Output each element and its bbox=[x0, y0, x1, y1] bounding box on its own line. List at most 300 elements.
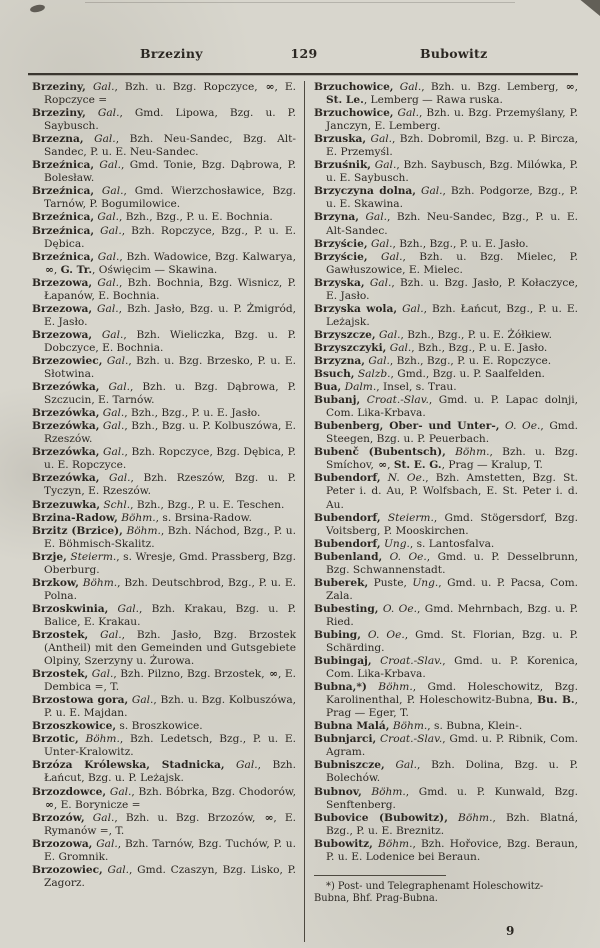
province-abbrev: Gal. bbox=[99, 472, 131, 485]
entry-text: , Bzh. Jasło, Bzg. u. P. Żmigród, E. Jasło. bbox=[44, 302, 296, 328]
scan-streak-artifact bbox=[85, 2, 515, 3]
province-abbrev: Böhm. bbox=[389, 720, 428, 733]
province-abbrev: Böhm. bbox=[447, 811, 493, 824]
entry-headword: Bubnov, bbox=[314, 785, 362, 798]
province-abbrev: Gal. bbox=[99, 381, 130, 394]
entry-text: , Bzh. u. Bzg. Dąbrowa, P. Szczucin, E. Tarnów. bbox=[44, 381, 296, 407]
entry-headword: Bubenč (Bubentsch), bbox=[314, 446, 446, 459]
entry-headword: Brzuchowice, bbox=[314, 81, 394, 93]
gazetteer-entry bbox=[314, 733, 578, 759]
posthorn-icon: ∞ bbox=[269, 668, 277, 681]
province-abbrev: Böhm. bbox=[366, 681, 413, 694]
entry-text: , s. Brsina-Radow. bbox=[155, 511, 252, 524]
entry-text: , Bzh. Wieliczka, Bzg. u. P. Dobczyce, E. Bochnia. bbox=[44, 328, 296, 354]
gazetteer-entry bbox=[314, 812, 578, 838]
entry-text: , Bzh., Bzg. u. P. Kolbuszówa, E. Rzeszów. bbox=[44, 420, 296, 446]
entry-text: , Insel, s. Trau. bbox=[376, 381, 457, 394]
entry-text: , Bzh. Dolina, Bzg. u. P. Bolechów. bbox=[326, 759, 578, 785]
province-abbrev: Böhm. bbox=[78, 733, 120, 746]
province-abbrev: Steierm. bbox=[66, 550, 117, 563]
entry-text: , Bzh., Bzg., P. u. E. Bochnia. bbox=[118, 211, 273, 224]
entry-headword: Bsuch, bbox=[314, 368, 355, 381]
entry-text: , E. Dembica =, T. bbox=[44, 668, 297, 694]
running-header bbox=[32, 46, 576, 66]
province-abbrev: Ung. bbox=[412, 576, 439, 589]
entry-text: , Bzh. u. Bzg. Brzozów, bbox=[114, 811, 264, 824]
gazetteer-entry bbox=[314, 355, 578, 368]
entry-text: , E. Borynicze = bbox=[53, 798, 141, 811]
posthorn-icon: ∞ bbox=[565, 81, 574, 93]
province-abbrev: Gal. bbox=[370, 159, 397, 172]
province-abbrev: Böhm. bbox=[117, 511, 156, 524]
posthorn-icon: ∞ bbox=[45, 798, 53, 811]
entry-text: , Bzh. u. Bzg. Lemberg, bbox=[421, 81, 565, 93]
entry-headword: Brzeźnica, bbox=[32, 185, 95, 198]
entry-headword: Brzyszczyki, bbox=[314, 341, 387, 354]
entry-text: , Bzh. Dobromil, Bzg. u. P. Bircza, E. Przemyśl. bbox=[326, 133, 578, 159]
entry-headword: Brzyście, bbox=[314, 250, 368, 263]
entry-headword: Brzuchowice, bbox=[314, 107, 394, 120]
right-column bbox=[305, 81, 578, 942]
entry-headword: Brzje, bbox=[32, 550, 67, 563]
entry-text: , s. Wresje, Gmd. Prassberg, Bzg. Oberburg. bbox=[44, 550, 296, 576]
gazetteer-entry bbox=[32, 420, 296, 446]
entry-headword: Bubna,*) bbox=[314, 681, 367, 694]
gazetteer-entry bbox=[32, 81, 296, 107]
footnote-rule bbox=[314, 875, 446, 876]
gazetteer-entry bbox=[32, 355, 296, 381]
gazetteer-entry bbox=[314, 838, 578, 864]
header-page-number: 129 bbox=[290, 46, 318, 61]
entry-headword: Bubenland, bbox=[314, 550, 383, 563]
province-abbrev: Böhm. bbox=[445, 446, 490, 459]
entry-headword: Brzyska, bbox=[314, 276, 365, 289]
entry-text: , Bzh. Náchod, Bzg., P. u. E. Böhmisch-Skalitz. bbox=[44, 524, 296, 550]
province-abbrev: Dalm. bbox=[341, 381, 377, 394]
entry-text: , Gmd. u. P. Korenica, Com. Lika-Krbava. bbox=[326, 655, 578, 681]
entry-headword: Brzozowiec, bbox=[32, 863, 103, 876]
province-abbrev: Ung. bbox=[380, 537, 410, 550]
gazetteer-entry bbox=[32, 577, 296, 603]
entry-text: , Bzh. u. Bzg. Kolbuszówa, P. u. E. Majdan. bbox=[44, 694, 296, 720]
gazetteer-entry bbox=[32, 786, 296, 812]
gazetteer-entry bbox=[32, 629, 296, 668]
entry-text: , Bzh., Bzg., P. u. E. Ropczyce. bbox=[389, 354, 552, 367]
province-abbrev: Gal. bbox=[384, 759, 417, 772]
province-abbrev: Gal. bbox=[88, 628, 122, 641]
entry-headword: Brzeźnica, bbox=[32, 159, 95, 172]
entry-text: , Bzh. Jasło, Bzg. Brzostek (Antheil) mit den Gemeinden und Gutsgebiete Olpiny, Szerzyny u. Żurowa. bbox=[44, 628, 297, 668]
text-columns bbox=[32, 81, 578, 942]
entry-headword: Brzezówka, bbox=[32, 472, 100, 485]
gazetteer-entry bbox=[32, 759, 296, 785]
entry-headword: Brzeziny, bbox=[32, 107, 86, 120]
province-abbrev: Böhm. bbox=[372, 837, 413, 850]
entry-headword: Bubing, bbox=[314, 628, 361, 641]
province-abbrev: Gal. bbox=[364, 354, 390, 367]
entry-text: , Bzh. Wadowice, Bzg. Kalwarya, bbox=[119, 250, 296, 263]
province-abbrev: Gal. bbox=[367, 237, 393, 250]
gazetteer-entry bbox=[314, 329, 578, 342]
gazetteer-entry bbox=[32, 603, 296, 629]
province-abbrev: O. Oe. bbox=[360, 628, 405, 641]
entry-headword: Bubanj, bbox=[314, 394, 361, 407]
entry-text: , Gmd. Lipowa, Bzg. u. P. Saybusch. bbox=[44, 107, 297, 133]
entry-headword: Brzozdowce, bbox=[32, 785, 107, 798]
province-abbrev: Gal. bbox=[92, 328, 124, 341]
entry-headword: Brzitz (Brzice), bbox=[32, 524, 123, 537]
gazetteer-entry bbox=[314, 238, 578, 251]
gazetteer-entry bbox=[314, 629, 578, 655]
entry-headword: Brzina-Radow, bbox=[32, 511, 118, 524]
entry-headword: Brzóza Królewska, Stadnicka, bbox=[32, 759, 225, 772]
gazetteer-entry bbox=[314, 381, 578, 394]
entry-headword: Brzoszkowice, bbox=[32, 720, 117, 733]
gazetteer-entry bbox=[32, 525, 296, 551]
province-abbrev: O. Oe. bbox=[378, 602, 417, 615]
province-abbrev: Gal. bbox=[108, 602, 140, 615]
entry-headword: Brzozowa, bbox=[32, 837, 93, 850]
province-abbrev: O. Oe. bbox=[499, 420, 541, 433]
gazetteer-entry bbox=[314, 277, 578, 303]
entry-headword: Brzezówka, bbox=[32, 420, 100, 433]
province-abbrev: Gal. bbox=[375, 328, 401, 341]
gazetteer-entry bbox=[32, 812, 296, 838]
entry-headword: Bubendorf, bbox=[314, 537, 381, 550]
gazetteer-entry bbox=[32, 133, 296, 159]
gazetteer-entry bbox=[32, 694, 296, 720]
entry-text: , Bzh. Łańcut, Bzg. u. P. Leżajsk. bbox=[44, 759, 296, 785]
gazetteer-entry bbox=[314, 577, 578, 603]
province-abbrev: Croat.-Slav. bbox=[371, 655, 443, 668]
entry-text: , Oświęcim — Skawina. bbox=[92, 263, 218, 276]
gazetteer-entry bbox=[32, 512, 296, 525]
entry-text: , Lemberg — Rawa ruska. bbox=[363, 94, 503, 107]
entry-headword: Bubna Malá, bbox=[314, 720, 390, 733]
entry-headword: Brzezówka, bbox=[32, 407, 100, 420]
gazetteer-entry bbox=[314, 133, 578, 159]
province-abbrev: Salzb. bbox=[354, 368, 391, 381]
entry-text: , bbox=[53, 263, 61, 276]
province-abbrev: Gal. bbox=[83, 133, 116, 146]
province-abbrev: N. Oe. bbox=[380, 472, 426, 485]
gazetteer-entry bbox=[32, 720, 296, 733]
gazetteer-entry bbox=[314, 655, 578, 681]
entry-headword: Brzozów, bbox=[32, 811, 85, 824]
province-abbrev: Gal. bbox=[102, 354, 129, 367]
province-abbrev: Böhm. bbox=[361, 785, 406, 798]
entry-headword: Brzezowa, bbox=[32, 328, 93, 341]
gazetteer-entry bbox=[32, 303, 296, 329]
province-abbrev: Gal. bbox=[92, 302, 119, 315]
province-abbrev: Böhm. bbox=[78, 576, 118, 589]
entry-text: , Bzh. u. Bzg. Mielec, P. Gawłuszowice, E. Mielec. bbox=[326, 250, 578, 276]
gazetteer-entry bbox=[32, 551, 296, 577]
entry-text: , Gmd. St. Florian, Bzg. u. P. Schärding. bbox=[326, 628, 578, 655]
posthorn-icon: ∞ bbox=[378, 459, 387, 472]
scan-corner-artifact bbox=[570, 0, 600, 16]
province-abbrev: O. Oe. bbox=[382, 550, 427, 563]
entry-text: , bbox=[387, 459, 394, 472]
province-abbrev: Gal. bbox=[94, 250, 120, 263]
province-abbrev: Gal. bbox=[99, 420, 125, 433]
gazetteer-entry bbox=[32, 381, 296, 407]
province-abbrev: Gal. bbox=[99, 407, 125, 420]
entry-text: , Gmd. u. P. Desselbrunn, Bzg. Schwannenstadt. bbox=[326, 550, 578, 576]
entry-text: , s. Bubna, Klein-. bbox=[427, 720, 523, 733]
gazetteer-entry bbox=[314, 446, 578, 472]
province-abbrev: Gal. bbox=[88, 668, 114, 681]
entry-text: , Bzh. u. Bzg. Ropczyce, bbox=[114, 81, 265, 93]
entry-headword: Brzostek, bbox=[32, 628, 89, 641]
entry-headword: Brzyszcze, bbox=[314, 328, 376, 341]
entry-text: , Gmd. Steegen, Bzg. u. P. Peuerbach. bbox=[326, 420, 578, 446]
gazetteer-entry bbox=[32, 159, 296, 185]
gazetteer-entry bbox=[32, 185, 296, 211]
entry-text: , Bzh. Ropczyce, Bzg. Dębica, P. u. E. Ropczyce. bbox=[44, 446, 296, 472]
footnote: *) Post- und Telegraphenamt Holeschowitz-Bubna, Bhf. Prag-Bubna. bbox=[314, 880, 544, 905]
gazetteer-entry bbox=[32, 407, 296, 420]
entry-text: , Bzh. Neu-Sandec, Bzg., P. u. E. Alt-Sandec. bbox=[326, 211, 578, 237]
entry-text: , Bzh. Podgorze, Bzg., P. u. E. Skawina. bbox=[326, 185, 578, 211]
gazetteer-entry bbox=[314, 759, 578, 785]
gazetteer-entry bbox=[314, 720, 578, 733]
entry-headword: Brzezowa, bbox=[32, 276, 93, 289]
entry-text: , Gmd. u. P. Kunwald, Bzg. Senftenberg. bbox=[326, 785, 578, 811]
entry-text: , Bzh. u. Bzg. Jasło, P. Kołaczyce, E. Jasło. bbox=[326, 276, 578, 302]
entry-text: , Bzh. Neu-Sandec, Bzg. Alt-Sandec, P. u. E. Neu-Sandec. bbox=[44, 133, 296, 159]
gazetteer-entry bbox=[314, 681, 578, 720]
entry-headword: Brzuska, bbox=[314, 133, 367, 146]
entry-text: , Bzh., Bzg., P. u. E. Jasło. bbox=[124, 407, 261, 420]
gazetteer-entry bbox=[314, 603, 578, 629]
entry-text: , Bzh. u. Bzg. Smíchov, bbox=[326, 446, 578, 472]
entry-text: , Gmd. u. P. Lapac dolnji, Com. Lika-Krbava. bbox=[326, 394, 578, 420]
province-abbrev: Gal. bbox=[415, 185, 443, 198]
entry-text: , Gmd. Stögersdorf, Bzg. Voitsberg, P. Mooskirchen. bbox=[326, 511, 578, 537]
entry-text: , Bzh. Ropczyce, Bzg., P. u. E. Dębica. bbox=[44, 224, 297, 250]
gazetteer-entry bbox=[314, 107, 578, 133]
entry-text: , Bzh., Bzg., P. u. E. Teschen. bbox=[130, 498, 285, 511]
entry-headword: Brzyzna, bbox=[314, 354, 365, 367]
province-abbrev: Schl. bbox=[100, 498, 131, 511]
entry-headword: Bubendorf, bbox=[314, 472, 381, 485]
province-abbrev: Gal. bbox=[94, 159, 121, 172]
entry-text: , Bzh. Deutschbrod, Bzg., P. u. E. Polna. bbox=[44, 576, 296, 602]
entry-headword: Bubovice (Bubowitz), bbox=[314, 811, 448, 824]
entry-headword: Bubendorf, bbox=[314, 511, 381, 524]
entry-headword: Brzeźnica, bbox=[32, 250, 95, 263]
gazetteer-entry bbox=[32, 838, 296, 864]
province-abbrev: Gal. bbox=[84, 811, 115, 824]
header-left-keyword: Brzeziny bbox=[140, 46, 203, 61]
entry-headword: Bubniszcze, bbox=[314, 759, 385, 772]
entry-text: , Gmd., Bzg. u. P. Saalfelden. bbox=[390, 368, 545, 381]
gazetteer-entry bbox=[314, 394, 578, 420]
entry-text: , Bzh. u. Bzg. Przemyślany, P. Janczyn, E. Lemberg. bbox=[326, 107, 578, 133]
entry-text: , E. Rymanów =, T. bbox=[44, 811, 296, 837]
gazetteer-entry bbox=[32, 107, 296, 133]
entry-text: , Bzh. Ledetsch, Bzg., P. u. E. Unter-Kralowitz. bbox=[44, 733, 296, 759]
entry-headword: Bubenberg, Ober- und Unter-, bbox=[314, 420, 500, 433]
entry-text: , Gmd. Holeschowitz, Bzg. Karolinenthal, P. Holeschowitz-Bubna, bbox=[326, 681, 578, 707]
province-abbrev: Gal. bbox=[92, 276, 119, 289]
entry-text: , Bzh. u. Bzg. Brzesko, P. u. E. Słotwina. bbox=[44, 354, 296, 381]
gazetteer-entry bbox=[32, 499, 296, 512]
province-abbrev: Gal. bbox=[393, 81, 422, 93]
gazetteer-entry bbox=[314, 251, 578, 277]
entry-headword: Brzezówka, bbox=[32, 381, 100, 394]
page-number: 9 bbox=[506, 924, 515, 938]
entry-headword: Brzezna, bbox=[32, 133, 84, 146]
entry-text: , E. Ropczyce = bbox=[44, 81, 297, 107]
province-abbrev: Gal. bbox=[367, 250, 403, 263]
gazetteer-entry bbox=[32, 277, 296, 303]
entry-text: , Gmd. Czaszyn, Bzg. Lisko, P. Zagorz. bbox=[44, 863, 296, 889]
province-abbrev: Böhm. bbox=[122, 524, 161, 537]
entry-headword: St. Le. bbox=[326, 94, 364, 107]
entry-headword: Bubnjarci, bbox=[314, 733, 377, 746]
gazetteer-entry bbox=[314, 538, 578, 551]
gazetteer-entry bbox=[32, 329, 296, 355]
province-abbrev: Croat.-Slav. bbox=[360, 394, 429, 407]
left-column bbox=[32, 81, 305, 942]
entry-text: , Bzh. Pilzno, Bzg. Brzostek, bbox=[113, 668, 269, 681]
entry-text: , Bzh. Saybusch, Bzg. Milówka, P. u. E. Saybusch. bbox=[326, 159, 578, 185]
province-abbrev: Gal. bbox=[94, 224, 122, 237]
gazetteer-entry bbox=[314, 342, 578, 355]
entry-text: , Bzh., Bzg., P. u. E. Jasło. bbox=[411, 341, 548, 354]
header-rule bbox=[28, 73, 578, 76]
entry-text: s. Broszkowice. bbox=[116, 720, 203, 733]
gazetteer-entry bbox=[32, 446, 296, 472]
entry-headword: Brzyczyna dolna, bbox=[314, 185, 416, 198]
province-abbrev: Gal. bbox=[85, 81, 115, 93]
entry-text: , Bzh. Hořovice, Bzg. Beraun, P. u. E. Lodenice bei Beraun. bbox=[326, 837, 578, 863]
entry-headword: Brzeźnica, bbox=[32, 224, 95, 237]
entry-headword: Brzotic, bbox=[32, 733, 79, 746]
entry-headword: Bubowitz, bbox=[314, 837, 373, 850]
entry-headword: Brzezuwka, bbox=[32, 498, 101, 511]
gazetteer-entry bbox=[32, 251, 296, 277]
entry-headword: Brzostowa gora, bbox=[32, 694, 129, 707]
province-abbrev: Gal. bbox=[85, 107, 120, 120]
gazetteer-entry bbox=[314, 786, 578, 812]
province-abbrev: Gal. bbox=[366, 133, 393, 146]
entry-text: , Bzh., Bzg., P. u. E. Jasło. bbox=[392, 237, 529, 250]
entry-headword: Brzostek, bbox=[32, 668, 89, 681]
gazetteer-entry bbox=[314, 472, 578, 511]
entry-headword: Brzezówka, bbox=[32, 446, 100, 459]
gazetteer-entry bbox=[314, 420, 578, 446]
gazetteer-entry bbox=[314, 368, 578, 381]
entry-text: , Bzh. Krakau, Bzg. u. P. Balice, E. Krakau. bbox=[44, 602, 296, 628]
gazetteer-entry bbox=[314, 512, 578, 538]
province-abbrev: Gal. bbox=[358, 211, 387, 224]
entry-headword: Brzezowiec, bbox=[32, 354, 103, 367]
province-abbrev: Gal. bbox=[128, 694, 154, 707]
gazetteer-entry bbox=[32, 733, 296, 759]
province-abbrev: Gal. bbox=[386, 341, 412, 354]
entry-text: , Bzh. Tarnów, Bzg. Tuchów, P. u. E. Gromnik. bbox=[44, 837, 297, 863]
entry-text: , bbox=[574, 81, 578, 93]
province-abbrev: Gal. bbox=[364, 276, 392, 289]
entry-headword: Bu. B. bbox=[537, 694, 575, 707]
entry-headword: Bua, bbox=[314, 381, 342, 394]
province-abbrev: Gal. bbox=[99, 446, 125, 459]
province-abbrev: Gal. bbox=[94, 211, 119, 224]
province-abbrev: Gal. bbox=[102, 863, 130, 876]
entry-headword: Brzuśnik, bbox=[314, 159, 371, 172]
entry-text: , Bzh., Bzg., P. u. E. Żółkiew. bbox=[400, 328, 552, 341]
entry-headword: G. Tr. bbox=[60, 263, 93, 276]
province-abbrev: Gal. bbox=[393, 107, 420, 120]
entry-text: , Prag — Kralup, T. bbox=[441, 459, 543, 472]
entry-headword: Brzoskwinia, bbox=[32, 602, 109, 615]
gazetteer-entry bbox=[314, 551, 578, 577]
gazetteer-entry bbox=[314, 159, 578, 185]
province-abbrev: Gal. bbox=[106, 785, 132, 798]
gazetteer-entry bbox=[32, 225, 296, 251]
province-abbrev: Gal. bbox=[94, 185, 124, 198]
entry-text: Puste, bbox=[368, 576, 413, 589]
posthorn-icon: ∞ bbox=[265, 81, 274, 93]
gazetteer-entry bbox=[314, 211, 578, 237]
entry-text: , Bzh. Blatná, Bzg., P. u. E. Breznitz. bbox=[326, 811, 578, 837]
entry-text: , Bzh. Łańcut, Bzg., P. u. E. Leżajsk. bbox=[326, 302, 578, 328]
header-right-keyword: Bubowitz bbox=[420, 46, 488, 61]
gazetteer-entry bbox=[314, 81, 578, 107]
entry-text: , Gmd. Wierzchosławice, Bzg. Tarnów, P. Bogumilowice. bbox=[44, 185, 296, 211]
gazetteer-entry bbox=[314, 185, 578, 211]
entry-text: , Bzh. Bochnia, Bzg. Wisnicz, P. Łapanów, E. Bochnia. bbox=[44, 276, 296, 302]
gazetteer-entry bbox=[32, 864, 296, 890]
entry-text: , Gmd. u. P. Ribnik, Com. Agram. bbox=[326, 733, 578, 759]
entry-text: , Bzh. Rzeszów, Bzg. u. P. Tyczyn, E. Rzeszów. bbox=[44, 472, 296, 498]
posthorn-icon: ∞ bbox=[264, 811, 273, 824]
gazetteer-entry bbox=[32, 668, 296, 694]
entry-text: , s. Lantosfalva. bbox=[409, 537, 495, 550]
entry-headword: Bubesting, bbox=[314, 602, 379, 615]
province-abbrev: Gal. bbox=[224, 759, 258, 772]
gazetteer-entry bbox=[32, 472, 296, 498]
entry-headword: Brzyska wola, bbox=[314, 302, 398, 315]
posthorn-icon: ∞ bbox=[45, 263, 53, 276]
gazetteer-entry bbox=[314, 303, 578, 329]
entry-headword: Brzkow, bbox=[32, 576, 79, 589]
entry-text: , Bzh. Amstetten, Bzg. St. Peter i. d. Au, P. Wolfsbach, E. St. Peter i. d. Au. bbox=[326, 472, 578, 511]
entry-text: , Bzh. Bóbrka, Bzg. Chodorów, bbox=[131, 785, 296, 798]
province-abbrev: Croat.-Slav. bbox=[376, 733, 443, 746]
entry-text: , Gmd. u. P. Pacsa, Com. Zala. bbox=[326, 576, 578, 602]
entry-headword: Buberek, bbox=[314, 576, 369, 589]
scan-smudge-artifact bbox=[29, 4, 45, 14]
entry-text: , Gmd. Mehrnbach, Bzg. u. P. Ried. bbox=[326, 602, 578, 628]
province-abbrev: Steierm. bbox=[380, 511, 434, 524]
entry-text: , Gmd. Tonie, Bzg. Dąbrowa, P. Bolesław. bbox=[44, 159, 296, 185]
entry-headword: Brzezowa, bbox=[32, 302, 93, 315]
entry-headword: Brzyście, bbox=[314, 237, 368, 250]
entry-text: , Prag — Eger, T. bbox=[326, 694, 578, 720]
entry-headword: Brzeziny, bbox=[32, 81, 86, 93]
entry-headword: Brzeźnica, bbox=[32, 211, 95, 224]
entry-headword: Brzyna, bbox=[314, 211, 359, 224]
province-abbrev: Gal. bbox=[92, 837, 118, 850]
province-abbrev: Gal. bbox=[397, 302, 424, 315]
entry-headword: St. E. G. bbox=[393, 459, 442, 472]
entry-headword: Bubingaj, bbox=[314, 655, 372, 668]
gazetteer-entry bbox=[32, 211, 296, 224]
